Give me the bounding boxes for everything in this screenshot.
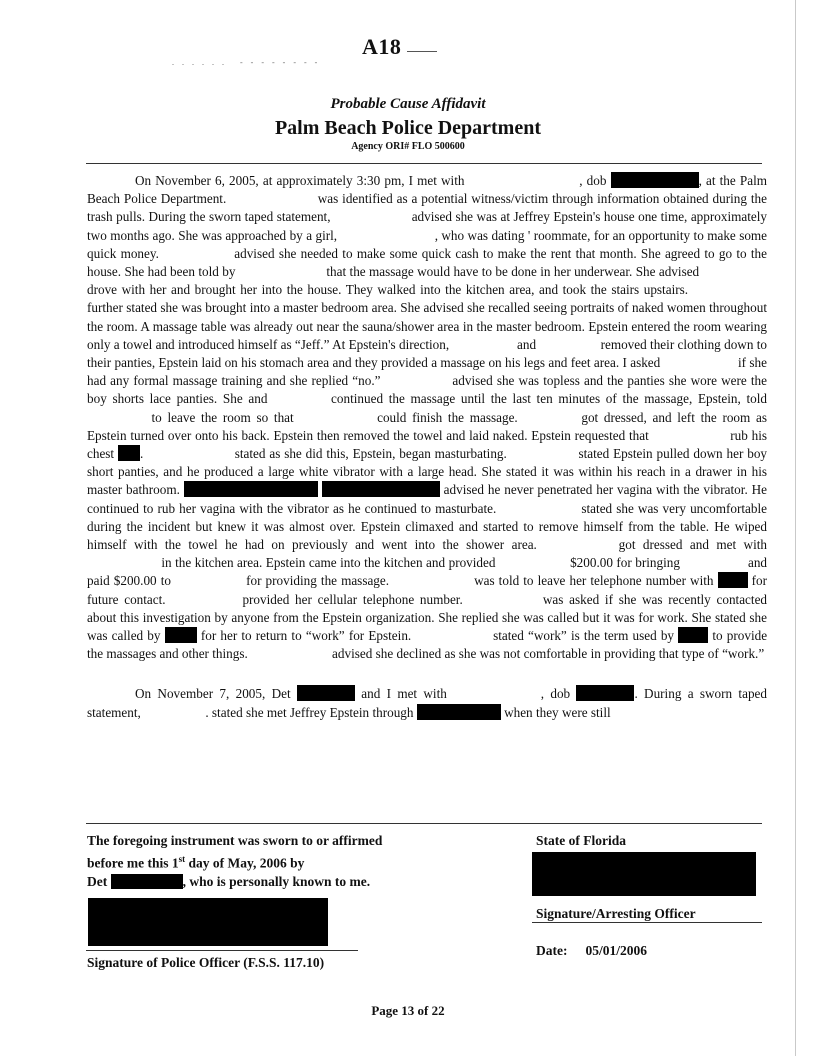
redaction-box <box>678 627 708 643</box>
affidavit-title: Probable Cause Affidavit <box>330 96 486 112</box>
police-officer-signature-label: Signature of Police Officer (F.S.S. 117.10) <box>87 955 325 970</box>
paragraph-nov-6: On November 6, 2005, at approximately 3:30 pm, I met with , dob , at the Palm Beach Police Department. was identified as a potential witness/victim through information obtained during the trash pulls. During the sworn taped statement, advised she was at Jeffrey Epstein's house one time, approximately two months ago. She was approached by a girl, , who was dating ' roommate, for an opportunity to make some quick money. advised she needed to make some quick cash to make the rent that month. She agreed to go to the house. She had been told by that the massage would have to be done in her underwear. She advised drove with her and brought her into the house. They walked into the kitchen area, and took the stairs upstairs. further stated she was brought into a master bedroom area. She advised she recalled seeing portraits of naked women throughout the room. A massage table was already out near the sauna/shower area in the master bedroom. Epstein entered the room wearing only a towel and introduced himself as “Jeff.” At Epstein's direction, and removed their clothing down to their panties, Epstein laid on his stomach area and they provided a massage on his legs and feet area. I asked if she had any formal massage training and she replied “no.” advised she was topless and the panties she wore were the boy shorts lace panties. She and continued the massage until the last ten minutes of the massage, Epstein, told to leave the room so that could finish the massage. got dressed, and left the room as Epstein turned over onto his back. Epstein then removed the towel and laid naked. Epstein requested that rub his chest . stated as she did this, Epstein, began masturbating. stated Epstein pulled down her boy short panties, and he produced a large white vibrator with a large head. She stated it was within his reach in a drawer in his master bathroom. advised he never penetrated her vagina with the vibrator. He continued to rub her vagina with the vibrator as he continued to masturbate. stated she was very uncomfortable during the incident but knew it was almost over. Epstein climaxed and started to remove himself from the table. He wiped himself with the towel he had on previously and went into the shower area. got dressed and met with in the kitchen area. Epstein came into the kitchen and provided $200.00 for bringing and paid $200.00 to for providing the massage. was told to leave her telephone number with for future contact. provided her cellular telephone number. was asked if she was recently contacted about this investigation by anyone from the Epstein organization. She replied she was called but it was for work. She stated she was called by for her to return to “work” for Epstein. stated “work” is the term used by to provide the massages and other things. advised she declined as she was not comfortable in providing that type of “work.” <box>87 173 768 662</box>
department-name: Palm Beach Police Department <box>274 117 542 139</box>
redaction-box <box>322 481 440 497</box>
state-label: State of Florida <box>536 833 626 848</box>
arresting-officer-signature-label: Signature/Arresting Officer <box>536 906 696 921</box>
document-code: A18 <box>362 34 437 60</box>
paragraph-nov-7: On November 7, 2005, Det and I met with , dob . During a sworn taped statement, . stated she met Jeffrey Epstein through when they were still <box>87 686 767 720</box>
header-divider <box>86 163 762 164</box>
redaction-box <box>417 704 501 720</box>
redaction-box <box>111 874 183 889</box>
redaction-box <box>611 172 699 188</box>
redaction-box <box>118 445 140 461</box>
redaction-box <box>718 572 748 588</box>
affidavit-body <box>87 172 767 722</box>
signature-line <box>532 922 762 923</box>
page-number: Page 13 of 22 <box>371 1003 445 1018</box>
redaction-box <box>532 852 756 896</box>
agency-ori: Agency ORI# FLO 500600 <box>351 141 465 152</box>
scan-artifact: . . . . . . <box>172 58 227 67</box>
redaction-box <box>297 685 355 701</box>
scan-artifact: - - - - - - - - <box>240 58 321 67</box>
date-field: Date: 05/01/2006 <box>536 943 647 958</box>
redaction-box <box>88 898 328 946</box>
redaction-box <box>576 685 634 701</box>
footer-divider <box>86 823 762 824</box>
scan-edge-line <box>795 0 796 1056</box>
signature-line <box>86 950 358 951</box>
redaction-box <box>165 627 197 643</box>
sworn-statement: The foregoing instrument was sworn to or affirmed before me this 1st day of May, 2006 by Det , who is personally known to me. <box>87 833 383 889</box>
redaction-box <box>184 481 318 497</box>
